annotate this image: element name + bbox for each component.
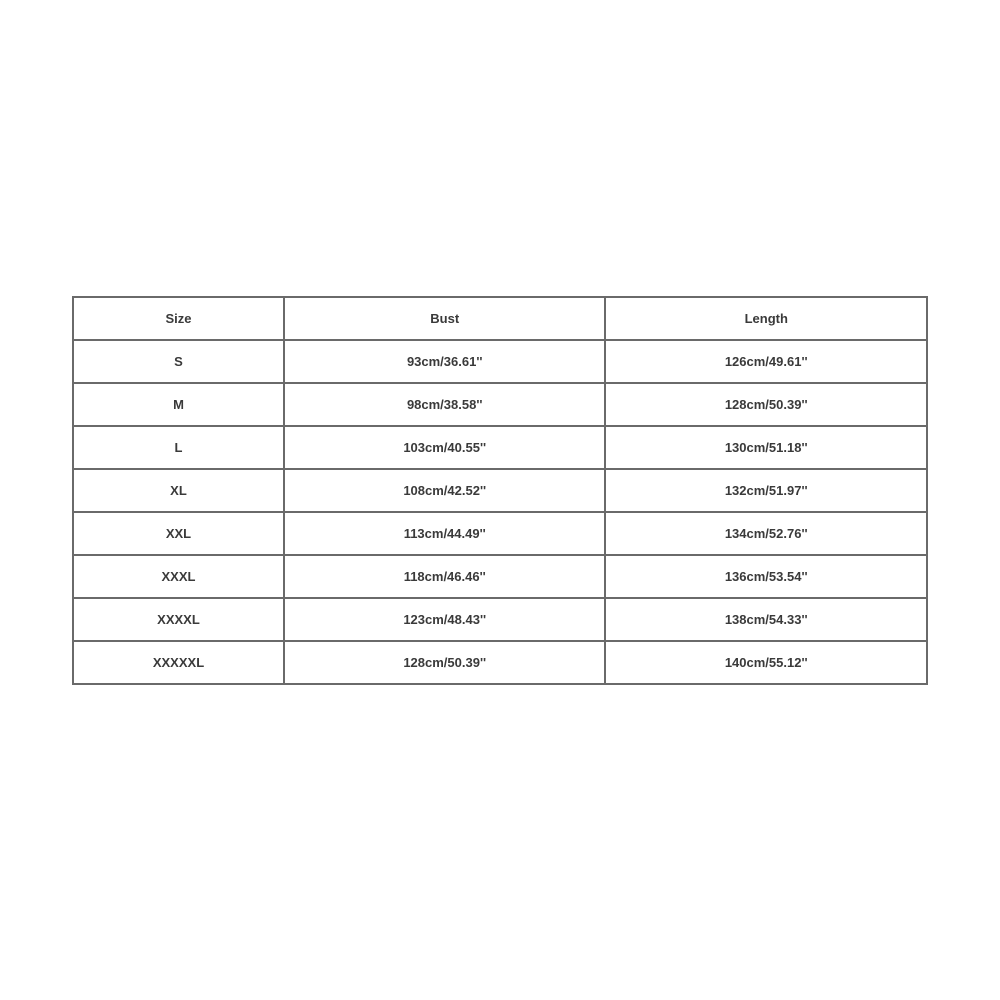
- length-cell: 126cm/49.61'': [605, 340, 927, 383]
- bust-cell: 118cm/46.46'': [284, 555, 606, 598]
- size-cell: L: [73, 426, 284, 469]
- size-cell: XXXL: [73, 555, 284, 598]
- size-cell: M: [73, 383, 284, 426]
- bust-cell: 98cm/38.58'': [284, 383, 606, 426]
- header-size: Size: [73, 297, 284, 340]
- size-cell: XL: [73, 469, 284, 512]
- bust-cell: 103cm/40.55'': [284, 426, 606, 469]
- table-row: [73, 383, 927, 426]
- header-row: [73, 297, 927, 340]
- length-cell: 130cm/51.18'': [605, 426, 927, 469]
- size-chart-table: [72, 296, 928, 685]
- table-row: [73, 426, 927, 469]
- length-cell: 128cm/50.39'': [605, 383, 927, 426]
- bust-cell: 123cm/48.43'': [284, 598, 606, 641]
- size-cell: S: [73, 340, 284, 383]
- table-row: [73, 469, 927, 512]
- table-row: [73, 512, 927, 555]
- bust-cell: 128cm/50.39'': [284, 641, 606, 684]
- length-cell: 134cm/52.76'': [605, 512, 927, 555]
- bust-cell: 108cm/42.52'': [284, 469, 606, 512]
- table-row: [73, 641, 927, 684]
- bust-cell: 93cm/36.61'': [284, 340, 606, 383]
- size-cell: XXXXL: [73, 598, 284, 641]
- table-row: [73, 340, 927, 383]
- length-cell: 138cm/54.33'': [605, 598, 927, 641]
- header-length: Length: [605, 297, 927, 340]
- bust-cell: 113cm/44.49'': [284, 512, 606, 555]
- length-cell: 136cm/53.54'': [605, 555, 927, 598]
- header-bust: Bust: [284, 297, 606, 340]
- size-cell: XXL: [73, 512, 284, 555]
- size-cell: XXXXXL: [73, 641, 284, 684]
- length-cell: 132cm/51.97'': [605, 469, 927, 512]
- length-cell: 140cm/55.12'': [605, 641, 927, 684]
- table-row: [73, 555, 927, 598]
- table-row: [73, 598, 927, 641]
